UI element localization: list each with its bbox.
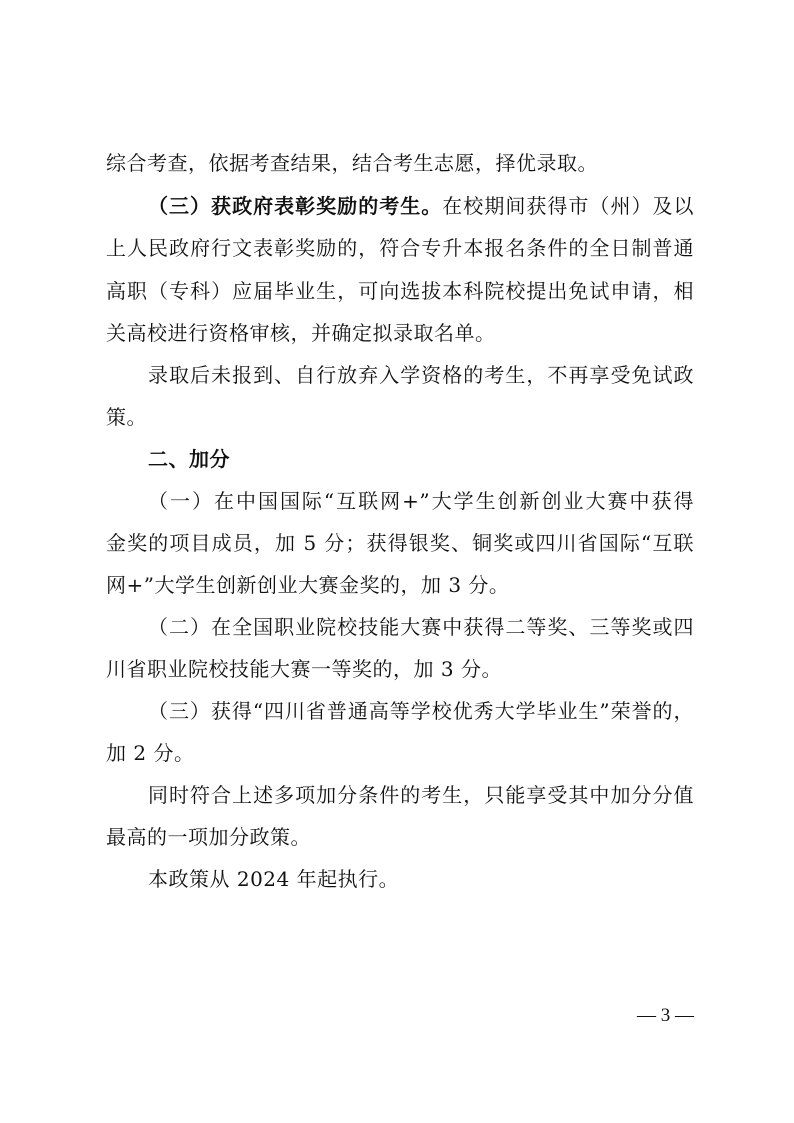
paragraph-line: （一）在中国国际“互联网+”大学生创新创业大赛中获得	[148, 489, 694, 513]
paragraph-line: 同时符合上述多项加分条件的考生，只能享受其中加分分值	[148, 783, 694, 807]
paragraph-line: 网+”大学生创新创业大赛金奖的，加 3 分。	[106, 573, 510, 597]
page-number: — 3 —	[637, 1005, 694, 1026]
paragraph-line: 高职（专科）应届毕业生，可向选拔本科院校提出免试申请，相	[106, 279, 694, 303]
paragraph-line: 金奖的项目成员，加 5 分；获得银奖、铜奖或四川省国际“互联	[106, 531, 694, 555]
paragraph-line: （三）获得“四川省普通高等学校优秀大学毕业生”荣誉的，	[148, 699, 694, 723]
paragraph-line: 加 2 分。	[106, 741, 195, 765]
paragraph-line: 本政策从 2024 年起执行。	[148, 867, 400, 891]
paragraph-line: 川省职业院校技能大赛一等奖的，加 3 分。	[106, 657, 502, 681]
paragraph-line: 策。	[106, 405, 147, 429]
paragraph-text: 在校期间获得市（州）及以	[442, 194, 695, 218]
section-heading: （三）获政府表彰奖励的考生。	[148, 194, 443, 218]
paragraph-line: 录取后未报到、自行放弃入学资格的考生，不再享受免试政	[148, 363, 694, 387]
paragraph-line: 上人民政府行文表彰奖励的，符合专升本报名条件的全日制普通	[106, 236, 694, 260]
paragraph-line: （二）在全国职业院校技能大赛中获得二等奖、三等奖或四	[148, 615, 694, 639]
section-heading: 二、加分	[148, 447, 230, 471]
paragraph-line: 综合考查，依据考查结果，结合考生志愿，择优录取。	[106, 151, 598, 175]
paragraph-line: 关高校进行资格审核，并确定拟录取名单。	[106, 321, 496, 345]
paragraph-line: 最高的一项加分政策。	[106, 825, 311, 849]
paragraph-line	[148, 186, 694, 226]
